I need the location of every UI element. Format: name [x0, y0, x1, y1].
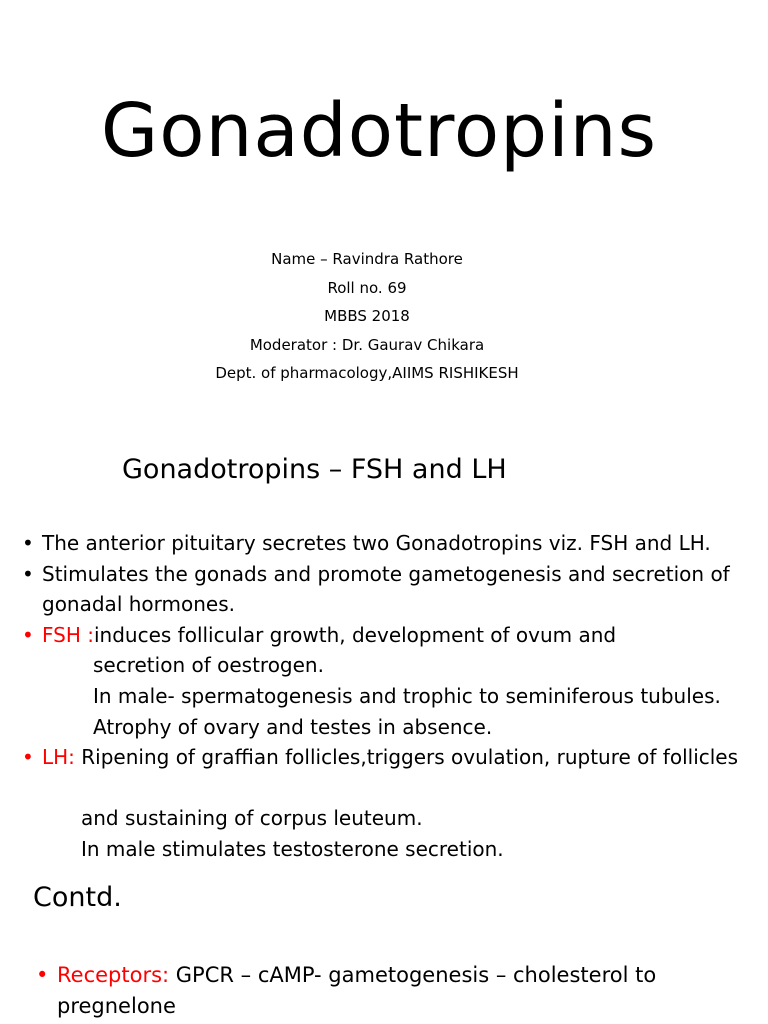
bullet-text: induces follicular growth, development of ovum and [93, 622, 617, 647]
fsh-detail: In male- spermatogenesis and trophic to seminiferous tubules. [93, 683, 721, 708]
fsh-lh-slide [0, 430, 768, 870]
bullet-icon: • [22, 745, 34, 770]
author-info [0, 245, 734, 388]
lh-detail: and sustaining of corpus leuteum. [81, 806, 423, 831]
bullet-item [0, 559, 768, 590]
fsh-label: FSH : [42, 622, 94, 647]
bullet-item-fsh [0, 620, 768, 651]
spacer [0, 773, 768, 804]
slide-title: Contd. [33, 882, 122, 913]
bullet-text: The anterior pituitary secretes two Gonadotropins viz. FSH and LH. [42, 531, 711, 555]
bullet-icon: • [22, 622, 34, 647]
lh-label: LH: [42, 745, 75, 770]
bullet-icon: • [36, 963, 49, 987]
roll-number: Roll no. 69 [327, 278, 407, 297]
author-name: Name – Ravindra Rathore [271, 250, 463, 268]
fsh-detail: Atrophy of ovary and testes in absence. [93, 714, 493, 739]
bullet-list [0, 960, 768, 1022]
bullet-item-lh [0, 742, 768, 773]
bullet-text: GPCR – cAMP- gametogenesis – cholesterol to [169, 963, 657, 987]
lh-detail: In male stimulates testosterone secretion. [81, 836, 504, 861]
bullet-item-receptors [0, 960, 768, 991]
bullet-icon: • [22, 531, 34, 555]
bullet-text: Ripening of graffian follicles,triggers ovulation, rupture of follicles [74, 745, 739, 770]
bullet-text: Stimulates the gonads and promote gametogenesis and secretion of [42, 561, 730, 586]
bullet-list [0, 528, 768, 865]
slide-title: Gonadotropins [100, 88, 658, 174]
course-year: MBBS 2018 [324, 307, 410, 326]
bullet-item [0, 528, 768, 559]
contd-slide [0, 870, 768, 1024]
bullet-icon: • [22, 561, 34, 586]
fsh-detail: secretion of oestrogen. [93, 653, 324, 678]
title-slide [0, 0, 768, 430]
moderator: Moderator : Dr. Gaurav Chikara [249, 335, 485, 354]
slide-title: Gonadotropins – FSH and LH [122, 454, 507, 485]
receptors-label: Receptors: [57, 963, 170, 987]
bullet-continuation: gonadal hormones. [42, 592, 235, 617]
department: Dept. of pharmacology,AIIMS RISHIKESH [215, 364, 519, 383]
bullet-continuation: pregnelone [57, 994, 176, 1018]
